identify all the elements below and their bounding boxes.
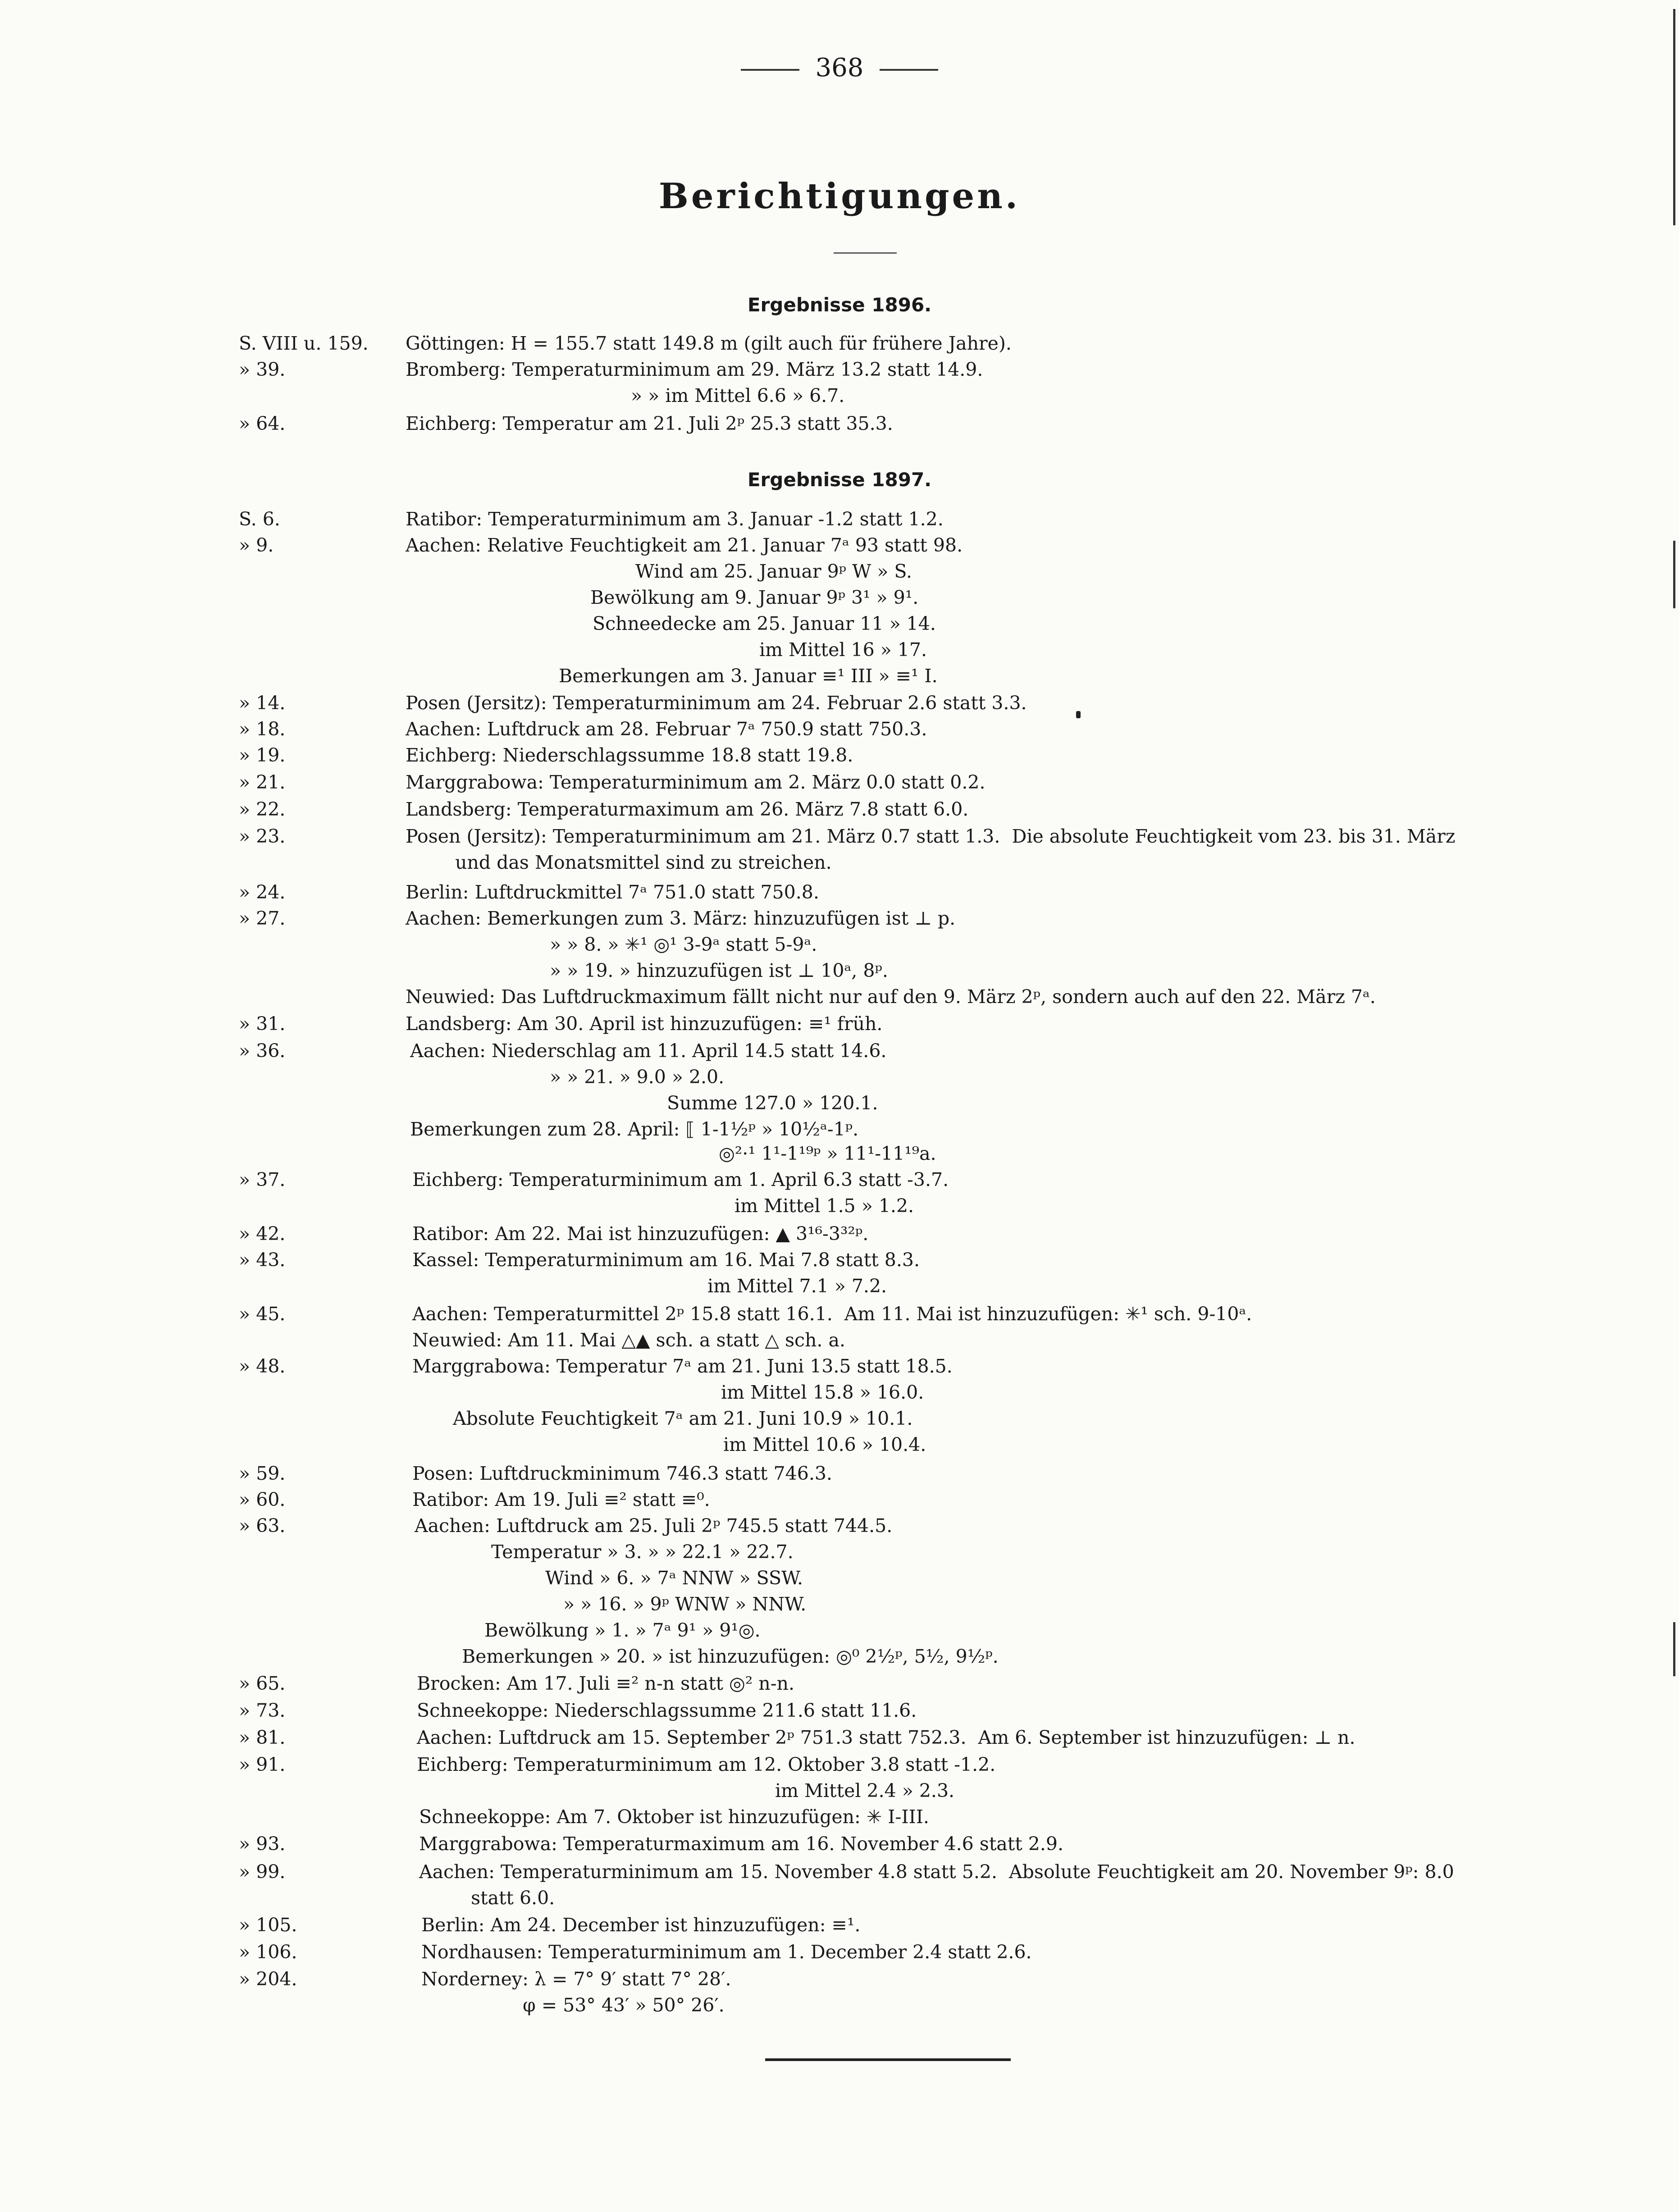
end-rule — [765, 2058, 1011, 2061]
page-ref: » 39. — [239, 359, 286, 380]
correction-line: Aachen: Temperaturmittel 2ᵖ 15.8 statt 16.1. Am 11. Mai ist hinzuzufügen: ✳¹ sch. 9-10ᵃ. — [412, 1303, 1252, 1325]
correction-line: im Mittel 2.4 » 2.3. — [775, 1780, 955, 1802]
page-ref: » 37. — [239, 1169, 286, 1190]
correction-line: Neuwied: Am 11. Mai △▲ sch. a statt △ sch. a. — [412, 1329, 845, 1351]
correction-line: » » 19. » hinzuzufügen ist ⊥ 10ᵃ, 8ᵖ. — [550, 960, 888, 981]
correction-line: im Mittel 1.5 » 1.2. — [735, 1195, 914, 1217]
page-ref: S. 6. — [239, 508, 280, 530]
section-heading-1897: Ergebnisse 1897. — [747, 469, 932, 491]
correction-line: Schneekoppe: Niederschlagssumme 211.6 statt 11.6. — [417, 1700, 917, 1721]
correction-line: Eichberg: Niederschlagssumme 18.8 statt 19.8. — [406, 744, 853, 766]
page-edge-mark — [1673, 9, 1675, 225]
correction-line: Wind » 6. » 7ᵃ NNW » SSW. — [545, 1567, 803, 1589]
correction-line: Kassel: Temperaturminimum am 16. Mai 7.8 statt 8.3. — [412, 1249, 920, 1271]
correction-line: Posen (Jersitz): Temperaturminimum am 21. März 0.7 statt 1.3. Die absolute Feuchtigkeit vom 23. bis 31. März — [406, 826, 1455, 847]
correction-line: Göttingen: H = 155.7 statt 149.8 m (gilt auch für frühere Jahre). — [406, 333, 1012, 354]
ink-speck — [1076, 711, 1081, 718]
correction-line: Aachen: Luftdruck am 15. September 2ᵖ 751.3 statt 752.3. Am 6. September ist hinzuzufügen: ⊥ n. — [417, 1727, 1355, 1748]
page-ref: » 63. — [239, 1515, 286, 1537]
page-ref: S. VIII u. 159. — [239, 333, 369, 354]
correction-line: Brocken: Am 17. Juli ≡² n-n statt ◎² n-n. — [417, 1673, 794, 1694]
correction-line: Landsberg: Am 30. April ist hinzuzufügen: ≡¹ früh. — [406, 1013, 883, 1035]
page-ref: » 59. — [239, 1463, 286, 1484]
page-ref: » 9. — [239, 534, 274, 556]
page-ref: » 60. — [239, 1489, 286, 1510]
page-ref: » 81. — [239, 1727, 286, 1748]
correction-line: » » 8. » ✳¹ ◎¹ 3-9ᵃ statt 5-9ᵃ. — [550, 934, 817, 955]
correction-line: φ = 53° 43′ » 50° 26′. — [523, 1994, 725, 2016]
correction-line: Nordhausen: Temperaturminimum am 1. December 2.4 statt 2.6. — [421, 1941, 1032, 1963]
correction-line: Aachen: Niederschlag am 11. April 14.5 statt 14.6. — [410, 1040, 887, 1062]
correction-line: » » im Mittel 6.6 » 6.7. — [631, 385, 845, 406]
page-ref: » 31. — [239, 1013, 286, 1035]
correction-line: » » 21. » 9.0 » 2.0. — [550, 1066, 725, 1088]
page-ref: » 106. — [239, 1941, 297, 1963]
correction-line: Aachen: Bemerkungen zum 3. März: hinzuzufügen ist ⊥ p. — [406, 908, 956, 929]
correction-line: Bromberg: Temperaturminimum am 29. März 13.2 statt 14.9. — [406, 359, 983, 380]
page-number-dash-left — [741, 69, 799, 71]
page-ref: » 23. — [239, 826, 286, 847]
correction-line: Landsberg: Temperaturmaximum am 26. März 7.8 statt 6.0. — [406, 798, 969, 820]
correction-line: Eichberg: Temperaturminimum am 1. April 6.3 statt -3.7. — [412, 1169, 949, 1190]
correction-line: Wind am 25. Januar 9ᵖ W » S. — [635, 561, 912, 582]
page-ref: » 45. — [239, 1303, 286, 1325]
correction-line: Neuwied: Das Luftdruckmaximum fällt nicht nur auf den 9. März 2ᵖ, sondern auch auf den 22. März 7ᵃ. — [406, 986, 1376, 1008]
correction-line: im Mittel 15.8 » 16.0. — [721, 1382, 924, 1403]
correction-line: statt 6.0. — [471, 1887, 555, 1909]
page-ref: » 64. — [239, 413, 286, 434]
correction-line: Posen: Luftdruckminimum 746.3 statt 746.3. — [412, 1463, 832, 1484]
section-heading-1896: Ergebnisse 1896. — [747, 294, 932, 316]
page-number-row — [0, 53, 1679, 82]
correction-line: Norderney: λ = 7° 9′ statt 7° 28′. — [421, 1968, 731, 1990]
page-number: 368 — [815, 53, 864, 82]
correction-line: und das Monatsmittel sind zu streichen. — [455, 852, 832, 873]
page-ref: » 93. — [239, 1833, 286, 1855]
page-ref: » 14. — [239, 692, 286, 714]
correction-line: im Mittel 7.1 » 7.2. — [707, 1275, 887, 1297]
title-divider — [834, 252, 897, 254]
correction-line: Aachen: Luftdruck am 25. Juli 2ᵖ 745.5 statt 744.5. — [415, 1515, 893, 1537]
correction-line: Ratibor: Temperaturminimum am 3. Januar -1.2 statt 1.2. — [406, 508, 944, 530]
correction-line: Berlin: Luftdruckmittel 7ᵃ 751.0 statt 750.8. — [406, 881, 819, 903]
correction-line: Ratibor: Am 19. Juli ≡² statt ≡⁰. — [412, 1489, 710, 1510]
correction-line: im Mittel 16 » 17. — [759, 639, 927, 661]
correction-line: Bemerkungen am 3. Januar ≡¹ III » ≡¹ I. — [559, 665, 938, 687]
page-ref: » 43. — [239, 1249, 286, 1271]
page-ref: » 19. — [239, 744, 286, 766]
page-ref: » 48. — [239, 1355, 286, 1377]
correction-line: Aachen: Temperaturminimum am 15. November 4.8 statt 5.2. Absolute Feuchtigkeit am 20. November 9ᵖ: 8.0 — [419, 1861, 1454, 1883]
page-ref: » 105. — [239, 1914, 297, 1936]
page-ref: » 73. — [239, 1700, 286, 1721]
correction-line: Schneedecke am 25. Januar 11 » 14. — [593, 613, 936, 634]
page-ref: » 91. — [239, 1754, 286, 1775]
page-ref: » 204. — [239, 1968, 297, 1990]
correction-line: Bewölkung » 1. » 7ᵃ 9¹ » 9¹◎. — [484, 1619, 761, 1641]
page-ref: » 65. — [239, 1673, 286, 1694]
correction-line: Aachen: Luftdruck am 28. Februar 7ᵃ 750.9 statt 750.3. — [406, 718, 927, 740]
correction-line: Aachen: Relative Feuchtigkeit am 21. Januar 7ᵃ 93 statt 98. — [406, 534, 963, 556]
correction-line: Marggrabowa: Temperaturminimum am 2. März 0.0 statt 0.2. — [406, 771, 986, 793]
page-ref: » 27. — [239, 908, 286, 929]
correction-line: Absolute Feuchtigkeit 7ᵃ am 21. Juni 10.9 » 10.1. — [453, 1408, 913, 1429]
page-number-dash-right — [880, 69, 938, 71]
page-title: Berichtigungen. — [658, 176, 1021, 217]
page-ref: » 24. — [239, 881, 286, 903]
page-ref: » 99. — [239, 1861, 286, 1883]
page-ref: » 42. — [239, 1223, 286, 1245]
correction-line: Summe 127.0 » 120.1. — [667, 1092, 878, 1114]
correction-line: im Mittel 10.6 » 10.4. — [723, 1434, 926, 1455]
page-edge-mark — [1673, 541, 1675, 608]
correction-line: Berlin: Am 24. December ist hinzuzufügen: ≡¹. — [421, 1914, 861, 1936]
correction-line: Temperatur » 3. » » 22.1 » 22.7. — [491, 1541, 794, 1563]
correction-line: Marggrabowa: Temperatur 7ᵃ am 21. Juni 13.5 statt 18.5. — [412, 1355, 953, 1377]
page-ref: » 36. — [239, 1040, 286, 1062]
correction-line: Schneekoppe: Am 7. Oktober ist hinzuzufügen: ✳ I-III. — [419, 1806, 929, 1828]
correction-line: ◎²·¹ 1¹-1¹⁹ᵖ » 11¹-11¹⁹a. — [719, 1143, 936, 1164]
page-ref: » 22. — [239, 798, 286, 820]
correction-line: Posen (Jersitz): Temperaturminimum am 24. Februar 2.6 statt 3.3. — [406, 692, 1027, 714]
correction-line: Bemerkungen » 20. » ist hinzuzufügen: ◎⁰ 2½ᵖ, 5½, 9½ᵖ. — [462, 1646, 999, 1667]
correction-line: Bewölkung am 9. Januar 9ᵖ 3¹ » 9¹. — [590, 587, 919, 608]
correction-line: Eichberg: Temperatur am 21. Juli 2ᵖ 25.3 statt 35.3. — [406, 413, 893, 434]
correction-line: Eichberg: Temperaturminimum am 12. Oktober 3.8 statt -1.2. — [417, 1754, 996, 1775]
page-edge-mark — [1673, 1622, 1675, 1676]
correction-line: Ratibor: Am 22. Mai ist hinzuzufügen: ▲ 3¹⁶-3³²ᵖ. — [412, 1223, 869, 1245]
correction-line: Bemerkungen zum 28. April: ⟦ 1-1½ᵖ » 10½ᵃ-1ᵖ. — [410, 1118, 859, 1140]
page-ref: » 21. — [239, 771, 286, 793]
correction-line: » » 16. » 9ᵖ WNW » NNW. — [563, 1593, 807, 1615]
page-ref: » 18. — [239, 718, 286, 740]
correction-line: Marggrabowa: Temperaturmaximum am 16. November 4.6 statt 2.9. — [419, 1833, 1063, 1855]
